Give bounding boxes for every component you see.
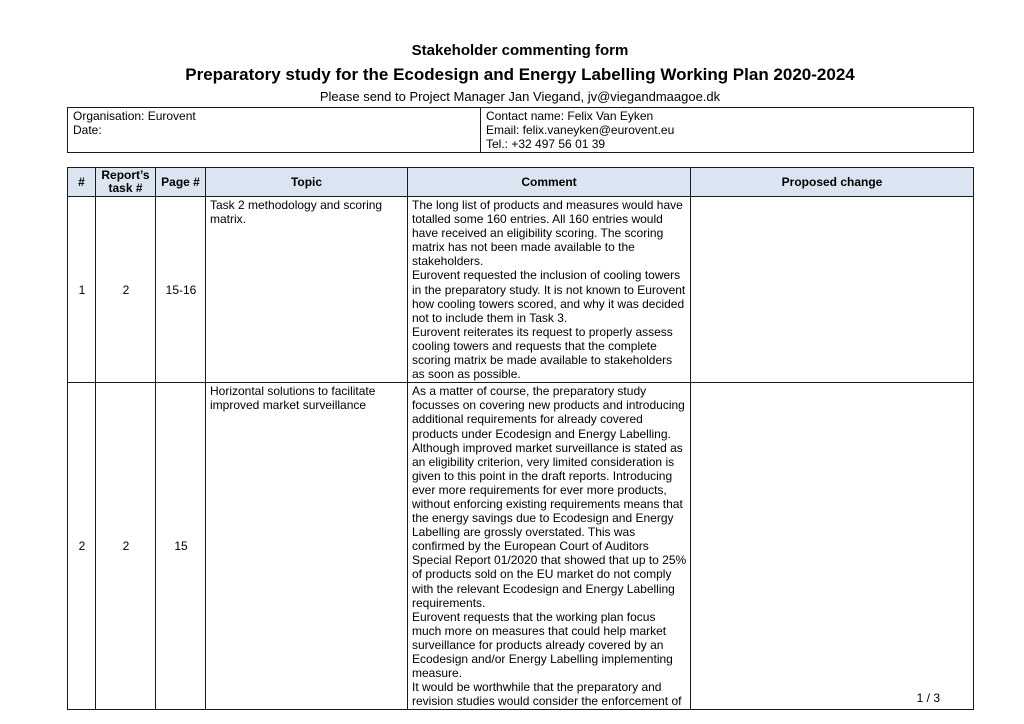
contact-name-label: Contact name: Felix Van Eyken <box>486 109 654 123</box>
table-header-row <box>68 168 974 197</box>
column-header-comment: Comment <box>408 168 691 197</box>
row2-number-cell: 2 <box>68 383 96 710</box>
send-instruction: Please send to Project Manager Jan Viegand, jv@viegandmaagoe.dk <box>319 89 721 104</box>
organisation-label: Organisation: Eurovent <box>73 109 196 123</box>
row1-number-cell: 1 <box>68 197 96 383</box>
contact-info-row <box>68 108 974 153</box>
row1-comment-paragraph: The long list of products and measures would have totalled some 160 entries. All 160 entries would have received an eligibility scoring. The scoring matrix has not been made available to the stakeholders. <box>412 198 683 269</box>
row2-proposed-change-cell <box>691 383 974 710</box>
row2-task-cell: 2 <box>96 383 156 710</box>
contact-details-cell <box>481 108 974 153</box>
study-title: Preparatory study for the Ecodesign and Energy Labelling Working Plan 2020-2024 <box>185 65 855 84</box>
row1-comment-cell <box>408 197 691 383</box>
column-header-topic: Topic <box>206 168 408 197</box>
organisation-date-cell <box>68 108 481 153</box>
contact-email-label: Email: felix.vaneyken@eurovent.eu <box>486 123 675 137</box>
row2-page-cell: 15 <box>156 383 206 710</box>
row1-page-cell: 15-16 <box>156 197 206 383</box>
row2-comment-paragraph: It would be worthwhile that the preparatory and revision studies would consider the enforcement of <box>412 680 682 709</box>
row1-comment-paragraph: Eurovent requested the inclusion of cooling towers in the preparatory study. It is not known to Eurovent how cooling towers scored, and why it was decided not to include them in Task 3. <box>412 268 686 325</box>
table-row-1 <box>68 197 974 383</box>
date-label: Date: <box>73 123 102 137</box>
row1-task-cell: 2 <box>96 197 156 383</box>
contact-info-box <box>67 107 974 153</box>
row1-proposed-change-cell <box>691 197 974 383</box>
row2-comment-cell <box>408 383 691 710</box>
table-row-2 <box>68 383 974 710</box>
column-header-proposed-change: Proposed change <box>691 168 974 197</box>
page-title: Stakeholder commenting form <box>411 42 629 59</box>
column-header-report-task: Report’s task # <box>96 168 156 197</box>
row2-comment-paragraph: Eurovent requests that the working plan focus much more on measures that could help market surveillance for products already covered by an Ecodesign and/or Energy Labelling implementing measure. <box>412 609 673 681</box>
page-number: 1 / 3 <box>916 691 940 705</box>
contact-tel-label: Tel.: +32 497 56 01 39 <box>486 137 606 151</box>
row1-comment-paragraph: Eurovent reiterates its request to properly assess cooling towers and requests that the complete scoring matrix be made available to stakeholders as soon as possible. <box>412 324 673 382</box>
comments-table <box>67 167 974 710</box>
row1-topic-cell: Task 2 methodology and scoring matrix. <box>206 197 408 383</box>
row2-topic-cell: Horizontal solutions to facilitate improved market surveillance <box>206 383 408 710</box>
column-header-page: Page # <box>156 168 206 197</box>
column-header-number: # <box>68 168 96 197</box>
row2-comment-paragraph: As a matter of course, the preparatory study focusses on covering new products and introducing additional requirements for already covered products under Ecodesign and Energy Labelling. Although improved market surveillance is stated as an eligibility criterion, very limited consideration is given to this point in the draft reports. Introducing ever more requirements for ever more products, without enforcing existing requirements means that the energy savings due to Ecodesign and Energy Labelling are grossly overstated. This was confirmed by the European Court of Auditors Special Report 01/2020 that showed that up to 25% of products sold on the EU market do not comply with the relevant Ecodesign and Energy Labelling requirements. <box>412 384 687 610</box>
